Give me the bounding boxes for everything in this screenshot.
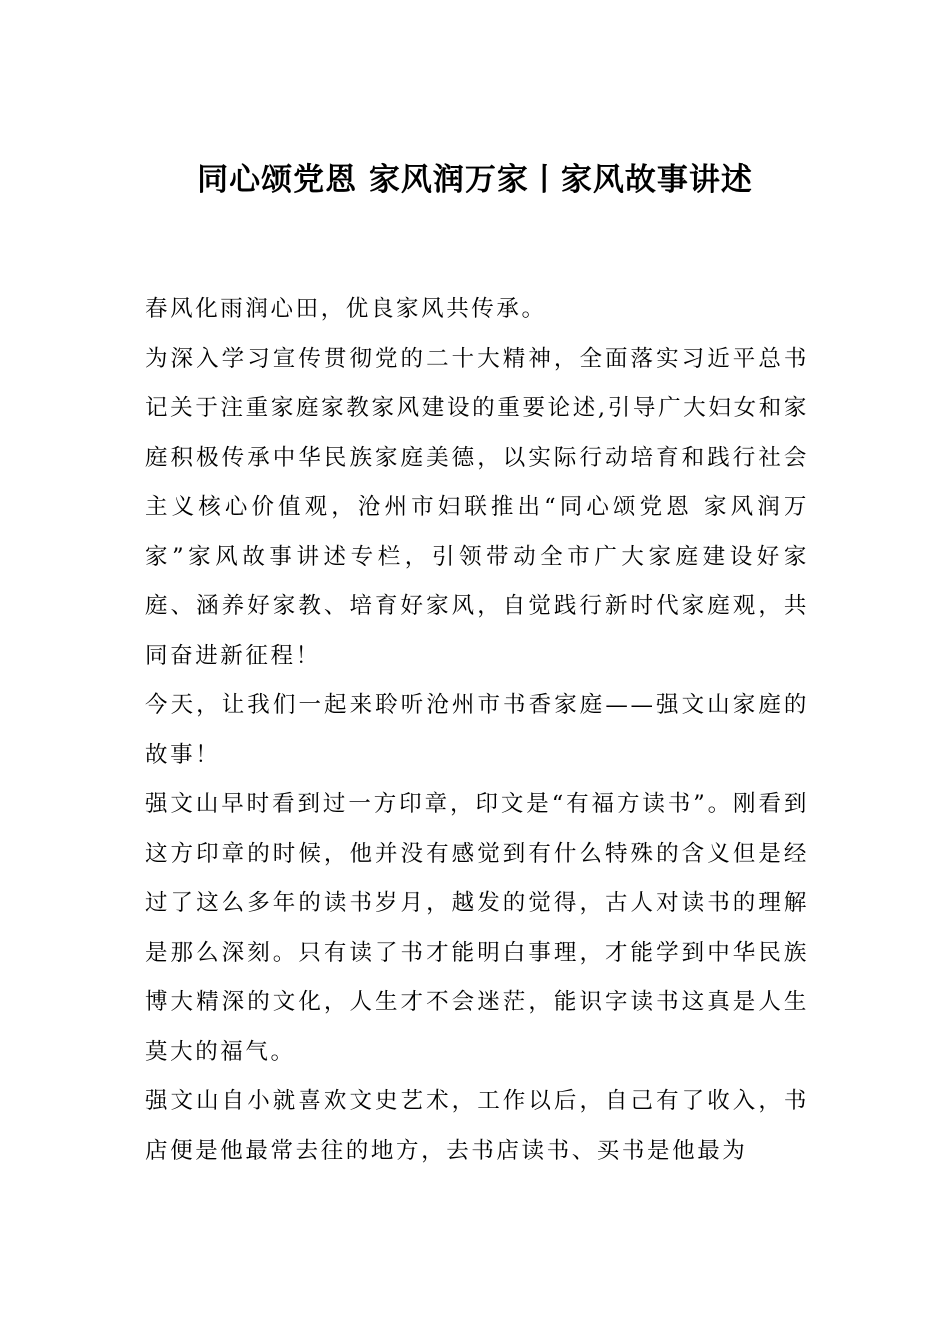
paragraph-intro: 春风化雨润心田，优良家风共传承。 (145, 296, 547, 322)
paragraph-invitation: 今天，让我们一起来聆听沧州市书香家庭——强文山家庭的故事！ (145, 692, 809, 768)
paragraph-bookstore: 强文山自小就喜欢文史艺术，工作以后，自己有了收入，书店便是他最常去往的地方，去书店读书、买书是他最为 (145, 1088, 809, 1164)
document-body (145, 285, 809, 1176)
paragraph-seal-story: 强文山早时看到过一方印章，印文是“有福方读书”。刚看到这方印章的时候，他并没有感觉到有什么特殊的含义但是经过了这么多年的读书岁月，越发的觉得，古人对读书的理解是那么深刻。只有读了书才能明白事理，才能学到中华民族博大精深的文化，人生才不会迷茫，能识字读书这真是人生莫大的福气。 (145, 791, 809, 1065)
paragraph-background: 为深入学习宣传贯彻党的二十大精神，全面落实习近平总书记关于注重家庭家教家风建设的重要论述,引导广大妇女和家庭积极传承中华民族家庭美德，以实际行动培育和践行社会主义核心价值观，沧州市妇联推出“同心颂党恩 家风润万家”家风故事讲述专栏，引领带动全市广大家庭建设好家庭、涵养好家教、培育好家风，自觉践行新时代家庭观，共同奋进新征程！ (145, 345, 809, 669)
document-title: 同心颂党恩 家风润万家丨家风故事讲述 (197, 162, 753, 198)
